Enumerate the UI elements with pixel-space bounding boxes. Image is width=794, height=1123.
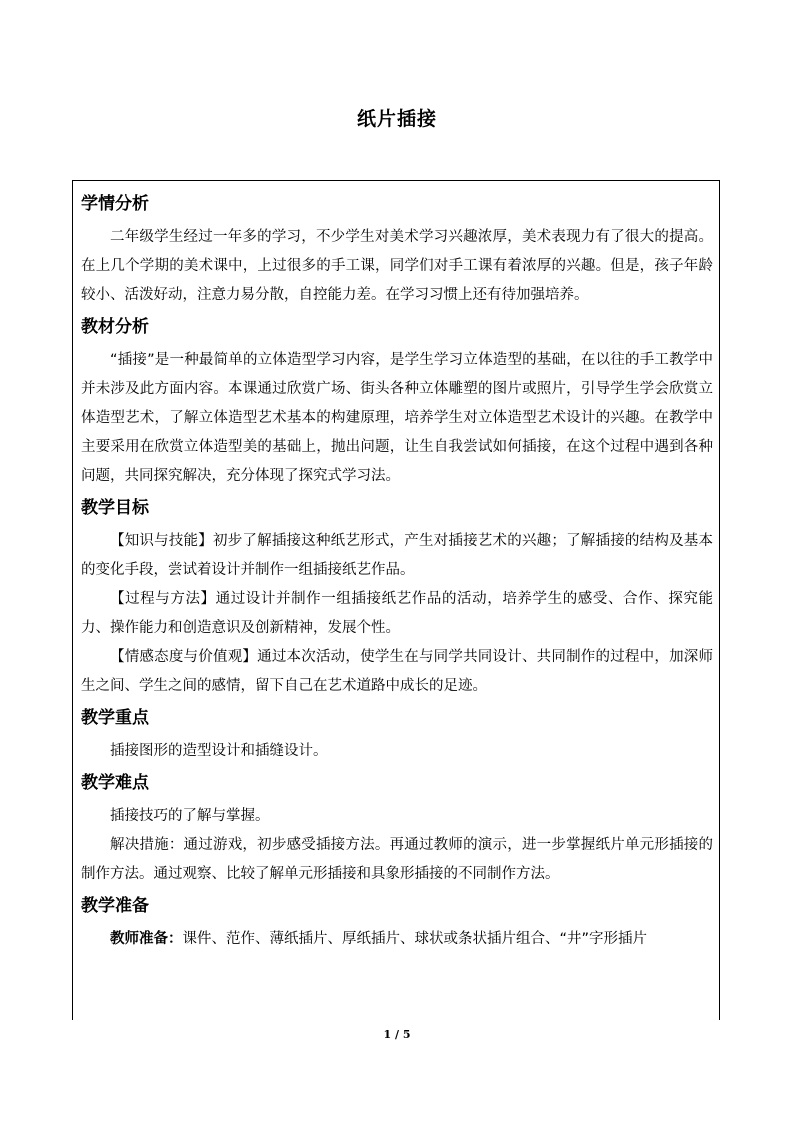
prep-lead-label: 教师准备： [110, 931, 183, 947]
goal-attitude-paragraph: 【情感态度与价值观】通过本次活动，使学生在与同学共同设计、共同制作的过程中，加深师生之间、学生之间的感情，留下自己在艺术道路中成长的足迹。 [81, 649, 713, 694]
page-number: 1 / 5 [383, 1028, 411, 1041]
situation-paragraph: 二年级学生经过一年多的学习，不少学生对美术学习兴趣浓厚，美术表现力有了很大的提高。在上几个学期的美术课中，上过很多的手工课，同学们对手工课有着浓厚的兴趣。但是，孩子年龄较小、活泼好动，注意力易分散，自控能力差。在学习习惯上还有待加强培养。 [81, 229, 713, 303]
heading-difficulty: 教学难点 [81, 773, 149, 793]
difficulty-paragraph: 插接技巧的了解与掌握。 [110, 808, 270, 824]
content-table [72, 180, 720, 1020]
difficulty-measures-paragraph: 解决措施：通过游戏，初步感受插接方法。再通过教师的演示，进一步掌握纸片单元形插接的制作方法。通过观察、比较了解单元形插接和具象形插接的不同制作方法。 [81, 837, 713, 882]
heading-keypoint: 教学重点 [81, 708, 149, 728]
material-paragraph: “插接”是一种最简单的立体造型学习内容，是学生学习立体造型的基础，在以往的手工教学中并未涉及此方面内容。本课通过欣赏广场、街头各种立体雕塑的图片或照片，引导学生学会欣赏立体造型艺术，了解立体造型艺术基本的构建原理，培养学生对立体造型艺术设计的兴趣。在教学中主要采用在欣赏立体造型美的基础上，抛出问题，让生自我尝试如何插接，在这个过程中遇到各种问题，共同探究解决，充分体现了探究式学习法。 [81, 352, 713, 484]
prep-items: 课件、范作、薄纸插片、厚纸插片、球状或条状插片组合、“井”字形插片 [182, 931, 648, 947]
heading-goals: 教学目标 [81, 498, 149, 518]
goal-process-paragraph: 【过程与方法】通过设计并制作一组插接纸艺作品的活动，培养学生的感受、合作、探究能力、操作能力和创造意识及创新精神，发展个性。 [81, 591, 713, 636]
prep-paragraph [81, 925, 713, 954]
goal-knowledge-paragraph: 【知识与技能】初步了解插接这种纸艺形式，产生对插接艺术的兴趣；了解插接的结构及基本的变化手段，尝试着设计并制作一组插接纸艺作品。 [81, 533, 713, 578]
heading-prep: 教学准备 [81, 896, 149, 916]
heading-material: 教材分析 [81, 317, 149, 337]
document-title: 纸片插接 [356, 108, 437, 130]
heading-situation: 学情分析 [81, 194, 149, 214]
content-body [81, 189, 713, 954]
keypoint-paragraph: 插接图形的造型设计和插缝设计。 [110, 743, 328, 759]
